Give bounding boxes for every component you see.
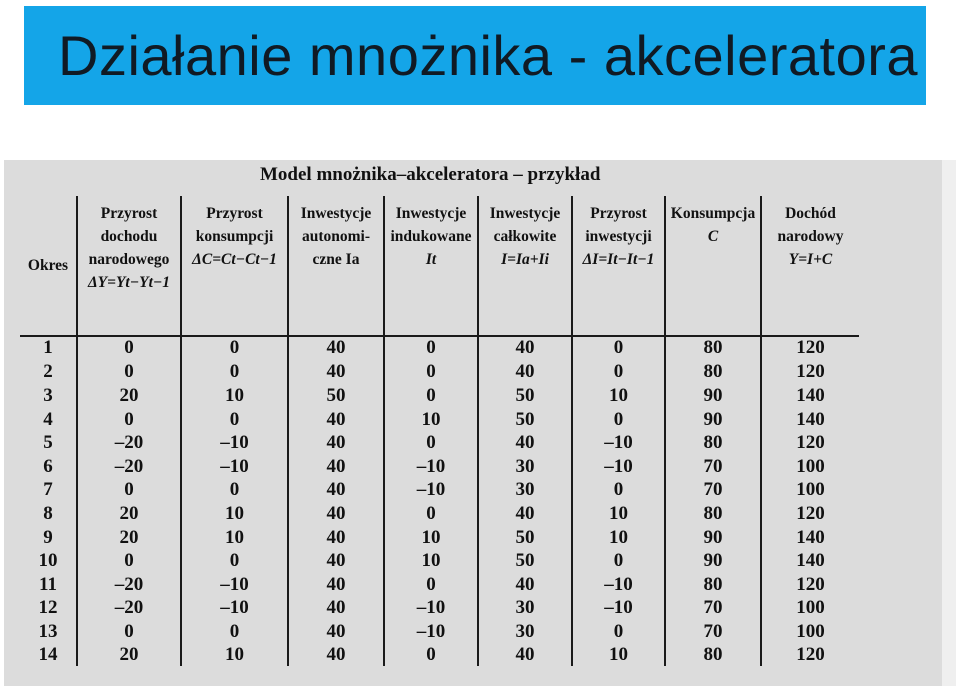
table-cell: 80 bbox=[666, 644, 762, 666]
table-cell: 20 bbox=[78, 644, 182, 666]
table-cell: –10 bbox=[385, 597, 479, 621]
table-cell: 2 bbox=[20, 361, 78, 385]
header-line: Inwestycje bbox=[489, 205, 561, 222]
table-cell: 20 bbox=[78, 384, 182, 408]
header-formula: I=Ia+Ii bbox=[501, 251, 549, 268]
table-cell: –20 bbox=[78, 597, 182, 621]
table-cell: 0 bbox=[182, 479, 289, 503]
header-line: Okres bbox=[27, 257, 69, 274]
table-cell: 6 bbox=[20, 455, 78, 479]
header-line: konsumpcji bbox=[195, 228, 274, 245]
table-cell: 50 bbox=[479, 549, 573, 573]
table-cell: 40 bbox=[289, 502, 385, 526]
header-formula: C bbox=[707, 228, 719, 245]
table-cell: 70 bbox=[666, 620, 762, 644]
table-cell: –10 bbox=[385, 620, 479, 644]
header-formula: ΔY=Yt−Yt−1 bbox=[87, 274, 171, 291]
table-caption: Model mnożnika–akceleratora – przykład bbox=[260, 164, 601, 185]
header-line: Przyrost bbox=[206, 205, 263, 222]
header-line: dochodu bbox=[100, 228, 158, 245]
table-cell: 30 bbox=[479, 620, 573, 644]
header-formula: Y=I+C bbox=[788, 251, 833, 268]
table-cell: –10 bbox=[573, 455, 666, 479]
header-line: Inwestycje bbox=[300, 205, 372, 222]
table-cell: 40 bbox=[289, 526, 385, 550]
table-cell: 140 bbox=[796, 526, 825, 548]
table-cell: 0 bbox=[78, 408, 182, 432]
table-cell: 3 bbox=[20, 384, 78, 408]
table-cell: –10 bbox=[385, 479, 479, 503]
column-header bbox=[762, 196, 859, 337]
table-cell: 100 bbox=[796, 479, 825, 501]
table-cell: 40 bbox=[289, 549, 385, 573]
header-line: inwestycji bbox=[585, 228, 652, 245]
table-cell: 30 bbox=[479, 597, 573, 621]
table-cell: 10 bbox=[182, 644, 289, 666]
table-cell: –10 bbox=[182, 597, 289, 621]
table-cell: 50 bbox=[479, 526, 573, 550]
table-cell: 80 bbox=[666, 502, 762, 526]
table-cell: 0 bbox=[385, 384, 479, 408]
slide-title: Działanie mnożnika - akceleratora bbox=[58, 24, 918, 87]
table-cell: 20 bbox=[78, 526, 182, 550]
table-cell: 0 bbox=[385, 337, 479, 361]
table-cell: 10 bbox=[20, 549, 78, 573]
table-cell: 10 bbox=[182, 526, 289, 550]
header-line: narodowego bbox=[88, 251, 170, 268]
table-cell: –10 bbox=[182, 573, 289, 597]
header-formula: It bbox=[425, 251, 437, 268]
table-cell: –10 bbox=[573, 431, 666, 455]
table-cell: 100 bbox=[796, 455, 825, 477]
table-cell: 120 bbox=[796, 361, 825, 383]
column-header bbox=[20, 196, 78, 337]
table-cell: 10 bbox=[573, 526, 666, 550]
table-cell: 40 bbox=[479, 431, 573, 455]
table-cell: 120 bbox=[796, 502, 825, 524]
table-cell: 50 bbox=[289, 384, 385, 408]
table-cell: 0 bbox=[573, 408, 666, 432]
column-header bbox=[182, 196, 289, 337]
table-cell: –10 bbox=[182, 455, 289, 479]
column-header bbox=[479, 196, 573, 337]
table-cell: 120 bbox=[796, 432, 825, 454]
table-cell: 40 bbox=[289, 408, 385, 432]
table-cell: 40 bbox=[289, 455, 385, 479]
table-cell: 80 bbox=[666, 337, 762, 361]
table-cell: 12 bbox=[20, 597, 78, 621]
header-formula: ΔI=It−It−1 bbox=[582, 251, 655, 268]
table-cell: 120 bbox=[796, 336, 825, 358]
table-cell: 20 bbox=[78, 502, 182, 526]
scan-page-edge bbox=[942, 160, 956, 686]
table-cell: 40 bbox=[479, 502, 573, 526]
table-cell: 10 bbox=[182, 384, 289, 408]
header-line: Konsumpcja bbox=[670, 205, 756, 222]
scanned-table-image bbox=[4, 160, 956, 686]
header-line: Przyrost bbox=[590, 205, 647, 222]
column-header bbox=[289, 196, 385, 337]
table-cell: 70 bbox=[666, 479, 762, 503]
table-cell: 40 bbox=[289, 337, 385, 361]
table-cell: 0 bbox=[182, 408, 289, 432]
header-line: czne Ia bbox=[312, 251, 360, 268]
table-cell: 5 bbox=[20, 431, 78, 455]
table-cell: 7 bbox=[20, 479, 78, 503]
table-cell: 0 bbox=[78, 620, 182, 644]
table-cell: 40 bbox=[289, 620, 385, 644]
table-cell: 11 bbox=[20, 573, 78, 597]
table-cell: –10 bbox=[573, 573, 666, 597]
table-cell: 80 bbox=[666, 573, 762, 597]
header-line: Inwestycje bbox=[395, 205, 467, 222]
table-cell: 10 bbox=[573, 502, 666, 526]
table-cell: –20 bbox=[78, 455, 182, 479]
table-cell: 40 bbox=[289, 361, 385, 385]
table-cell: 30 bbox=[479, 455, 573, 479]
table-cell: 0 bbox=[385, 573, 479, 597]
table-cell: 0 bbox=[78, 337, 182, 361]
table-cell: 0 bbox=[182, 337, 289, 361]
table-cell: 10 bbox=[385, 549, 479, 573]
table-cell: 40 bbox=[479, 337, 573, 361]
table-cell: 80 bbox=[666, 431, 762, 455]
table-cell: –10 bbox=[182, 431, 289, 455]
table-cell: 0 bbox=[573, 479, 666, 503]
header-line: Przyrost bbox=[100, 205, 158, 222]
header-formula: ΔC=Ct−Ct−1 bbox=[192, 251, 277, 268]
table-cell: 10 bbox=[385, 526, 479, 550]
table-cell: 140 bbox=[796, 408, 825, 430]
table-cell: 0 bbox=[182, 549, 289, 573]
data-table bbox=[20, 196, 859, 666]
table-cell: 40 bbox=[289, 644, 385, 666]
column-header bbox=[385, 196, 479, 337]
table-cell: 0 bbox=[573, 620, 666, 644]
table-cell: 0 bbox=[573, 361, 666, 385]
table-cell: 10 bbox=[182, 502, 289, 526]
table-cell: 100 bbox=[796, 597, 825, 619]
table-cell: –10 bbox=[385, 455, 479, 479]
column-header bbox=[573, 196, 666, 337]
table-cell: 90 bbox=[666, 384, 762, 408]
table-cell: 0 bbox=[182, 620, 289, 644]
table-cell: 90 bbox=[666, 526, 762, 550]
header-line: autonomi- bbox=[301, 228, 371, 245]
table-cell: 0 bbox=[78, 361, 182, 385]
table-cell: –20 bbox=[78, 431, 182, 455]
table-cell: 70 bbox=[666, 597, 762, 621]
table-cell: –20 bbox=[78, 573, 182, 597]
header-line: indukowane bbox=[390, 228, 472, 245]
table-cell: 0 bbox=[385, 431, 479, 455]
table-cell: –10 bbox=[573, 597, 666, 621]
table-cell: 1 bbox=[20, 337, 78, 361]
table-cell: 90 bbox=[666, 549, 762, 573]
table-cell: 0 bbox=[573, 337, 666, 361]
header-line: narodowy bbox=[777, 228, 844, 245]
table-cell: 140 bbox=[796, 550, 825, 572]
header-line: całkowite bbox=[493, 228, 557, 245]
table-cell: 40 bbox=[289, 431, 385, 455]
table-cell: 14 bbox=[20, 644, 78, 666]
table-cell: 120 bbox=[796, 573, 825, 595]
table-cell: 40 bbox=[289, 479, 385, 503]
table-cell: 8 bbox=[20, 502, 78, 526]
table-cell: 10 bbox=[573, 384, 666, 408]
table-cell: 4 bbox=[20, 408, 78, 432]
table-cell: 40 bbox=[479, 573, 573, 597]
table-cell: 13 bbox=[20, 620, 78, 644]
table-cell: 120 bbox=[796, 643, 825, 665]
table-cell: 10 bbox=[385, 408, 479, 432]
table-cell: 100 bbox=[796, 620, 825, 642]
table-cell: 40 bbox=[479, 644, 573, 666]
table-cell: 90 bbox=[666, 408, 762, 432]
table-cell: 70 bbox=[666, 455, 762, 479]
table-cell: 0 bbox=[78, 479, 182, 503]
table-cell: 0 bbox=[78, 549, 182, 573]
table-cell: 0 bbox=[385, 361, 479, 385]
table-cell: 50 bbox=[479, 384, 573, 408]
table-cell: 50 bbox=[479, 408, 573, 432]
table-cell: 140 bbox=[796, 384, 825, 406]
table-cell: 0 bbox=[182, 361, 289, 385]
table-cell: 9 bbox=[20, 526, 78, 550]
table-cell: 40 bbox=[289, 597, 385, 621]
title-banner bbox=[24, 6, 926, 105]
table-cell: 0 bbox=[385, 644, 479, 666]
table-cell: 80 bbox=[666, 361, 762, 385]
table-cell: 0 bbox=[385, 502, 479, 526]
table-cell: 10 bbox=[573, 644, 666, 666]
header-line: Dochód bbox=[785, 205, 836, 222]
table-cell: 40 bbox=[289, 573, 385, 597]
column-header bbox=[666, 196, 762, 337]
table-cell: 30 bbox=[479, 479, 573, 503]
column-header bbox=[78, 196, 182, 337]
table-cell: 0 bbox=[573, 549, 666, 573]
table-cell: 40 bbox=[479, 361, 573, 385]
